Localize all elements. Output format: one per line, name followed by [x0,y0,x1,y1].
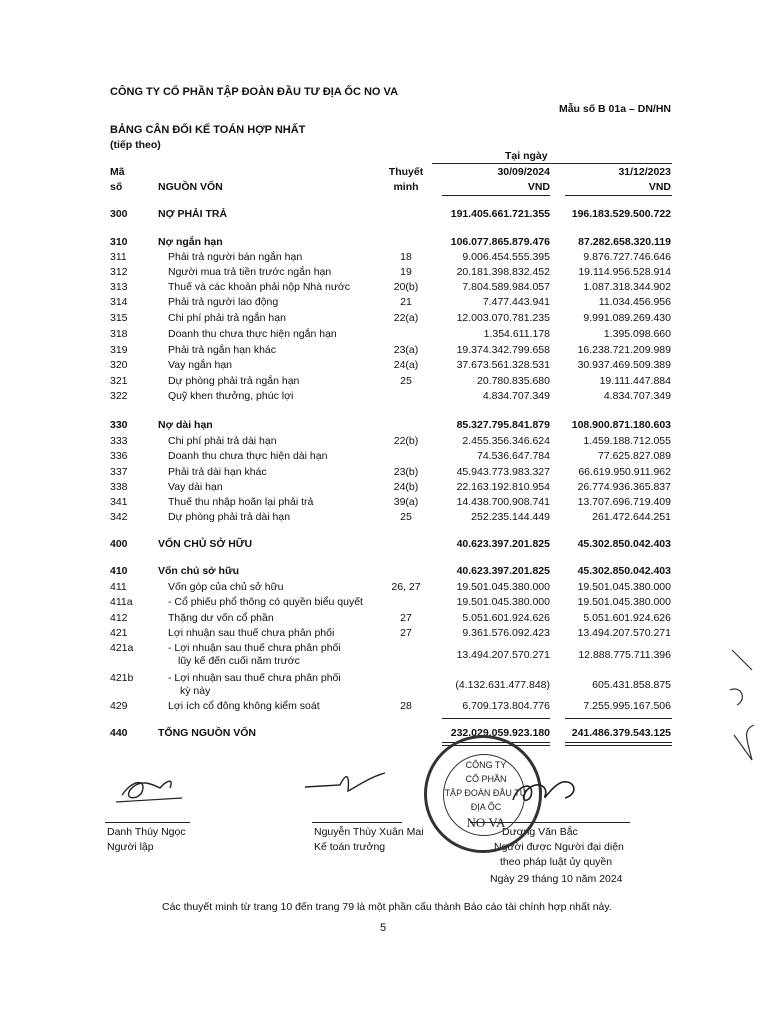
table-row: 337 Phải trả dài hạn khác 23(b) 45.943.773.983.327 66.619.950.911.962 [110,466,671,478]
report-title: BẢNG CÂN ĐỐI KẾ TOÁN HỢP NHẤT [110,124,306,136]
table-row: 338 Vay dài hạn 24(b) 22.163.192.810.954 26.774.936.365.837 [110,481,671,493]
table-row: 411a - Cổ phiếu phổ thông có quyền biểu quyết 19.501.045.380.000 19.501.045.380.000 [110,596,671,608]
rule [565,745,672,746]
rule [565,718,672,719]
table-row: 314 Phải trả người lao động 21 7.477.443.941 11.034.456.956 [110,296,671,308]
table-row: 411 Vốn góp của chủ sở hữu 26, 27 19.501.045.380.000 19.501.045.380.000 [110,581,671,593]
representative-role-line1: Người được Người đại diện [494,841,624,853]
representative-role-line2: theo pháp luật ủy quyền [500,856,613,868]
table-row: 341 Thuế thu nhập hoãn lại phải trả 39(a) 14.438.700.908.741 13.707.696.719.409 [110,496,671,508]
preparer-name: Danh Thúy Ngọc [107,826,186,838]
preparer-role: Người lập [107,841,154,853]
as-of-label: Tại ngày [505,150,548,162]
table-row: 312 Người mua trả tiền trước ngắn hạn 19 20.181.398.832.452 19.114.956.528.914 [110,266,671,278]
signing-date: Ngày 29 tháng 10 năm 2024 [490,873,623,885]
table-row: 440 TỔNG NGUỒN VỐN 232.029.059.923.180 241.486.379.543.125 [110,727,671,739]
table-row: 333 Chi phí phải trả dài hạn 22(b) 2.455.356.346.624 1.459.188.712.055 [110,435,671,447]
note-header-l1: Thuyết [388,166,424,178]
col1-header-rule [442,195,550,196]
rule [442,718,550,719]
table-row: 310 Nợ ngắn hạn 106.077.865.879.476 87.282.658.320.119 [110,236,671,248]
col2-header-rule [565,195,672,196]
table-row: 320 Vay ngắn hạn 24(a) 37.673.561.328.531 30.937.469.509.389 [110,359,671,371]
footer-note: Các thuyết minh từ trang 10 đến trang 79 là một phần cấu thành Báo cáo tài chính hợp nhất này. [162,901,612,913]
accountant-signature [300,765,390,805]
table-row: 319 Phải trả ngắn hạn khác 23(a) 19.374.342.799.658 16.238.721.209.989 [110,344,671,356]
page-number: 5 [380,922,387,934]
company-name: CÔNG TY CỔ PHẦN TẬP ĐOÀN ĐẦU TƯ ĐỊA ỐC NO VA [110,86,399,98]
col1-date: 30/09/2024 [497,166,550,178]
table-row: 300 NỢ PHẢI TRẢ 191.405.661.721.355 196.183.529.500.722 [110,208,671,220]
accountant-name: Nguyễn Thùy Xuân Mai [314,826,424,838]
table-row: 429 Lợi ích cổ đông không kiểm soát 28 6.709.173.804.776 7.255.995.167.506 [110,700,671,712]
as-of-rule [432,163,672,164]
table-row: 421a - Lợi nhuận sau thuế chưa phân phối lũy kế đến cuối năm trước 13.494.207.570.271 12.888.775.711.396 [110,642,671,667]
table-row: 412 Thặng dư vốn cổ phần 27 5.051.601.924.626 5.051.601.924.626 [110,612,671,624]
table-row: 322 Quỹ khen thưởng, phúc lợi 4.834.707.349 4.834.707.349 [110,390,671,402]
col2-date: 31/12/2023 [618,166,671,178]
note-header-l2: minh [393,181,419,193]
accountant-role: Kế toán trưởng [314,841,386,853]
table-row: 421 Lợi nhuận sau thuế chưa phân phối 27 9.361.576.092.423 13.494.207.570.271 [110,627,671,639]
table-row: 330 Nợ dài hạn 85.327.795.841.879 108.900.871.180.603 [110,419,671,431]
source-header: NGUỒN VỐN [158,181,223,193]
company-seal: CÔNG TY CỔ PHẦN TẬP ĐOÀN ĐẦU TƯ ĐỊA ỐC NO VA [424,735,542,853]
table-row: 410 Vốn chủ sở hữu 40.623.397.201.825 45.302.850.042.403 [110,565,671,577]
table-row: 315 Chi phí phải trả ngắn hạn 22(a) 12.003.070.781.235 9.991.089.269.430 [110,312,671,324]
representative-signature [505,770,585,820]
margin-initials [722,640,762,780]
col1-unit: VND [527,181,550,193]
table-row: 336 Doanh thu chưa thực hiện dài hạn 74.536.647.784 77.625.827.089 [110,450,671,462]
table-row: 311 Phải trả người bán ngắn hạn 18 9.006.454.555.395 9.876.727.746.646 [110,251,671,263]
rule [565,742,672,743]
rule [312,822,402,823]
rule [105,822,190,823]
table-row: 321 Dự phòng phải trả ngắn hạn 25 20.780.835.680 19.111.447.884 [110,375,671,387]
code-header-l1: Mã [110,166,125,178]
table-row: 342 Dự phòng phải trả dài hạn 25 252.235.144.449 261.472.644.251 [110,511,671,523]
report-subtitle: (tiếp theo) [110,139,161,151]
form-code: Mẫu số B 01a – DN/HN [558,103,671,115]
table-row: 318 Doanh thu chưa thực hiện ngắn hạn 1.354.611.178 1.395.098.660 [110,328,671,340]
table-row: 400 VỐN CHỦ SỞ HỮU 40.623.397.201.825 45.302.850.042.403 [110,538,671,550]
table-row: 313 Thuế và các khoản phải nộp Nhà nước 20(b) 7.804.589.984.057 1.087.318.344.902 [110,281,671,293]
code-header-l2: số [110,181,123,193]
table-row: 421b - Lợi nhuận sau thuế chưa phân phối kỳ này (4.132.631.477.848) 605.431.858.875 [110,672,671,697]
col2-unit: VND [648,181,671,193]
preparer-signature [112,770,192,810]
representative-name: Dương Văn Bắc [502,826,578,838]
